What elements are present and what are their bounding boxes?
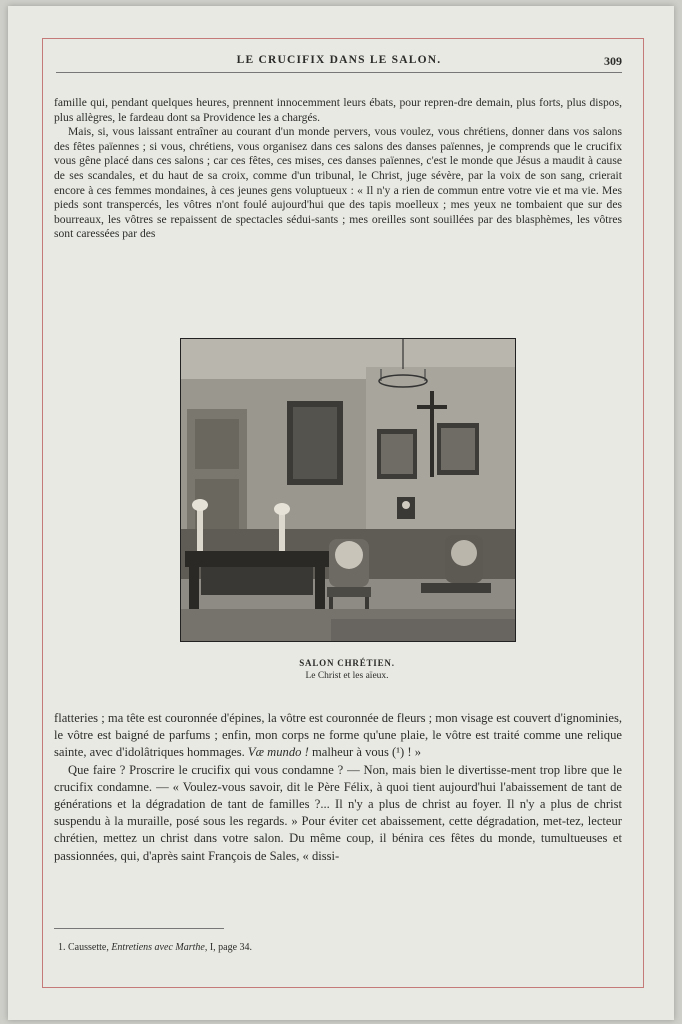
paragraph [54, 710, 622, 762]
latin-phrase: Væ mundo ! [247, 745, 309, 760]
bottom-text-block [54, 710, 622, 865]
footnote-number: 1. [58, 942, 66, 953]
running-header [56, 54, 622, 73]
running-title: LE CRUCIFIX DANS LE SALON. [236, 54, 442, 66]
paragraph: famille qui, pendant quelques heures, prennent innocemment leurs ébats, pour repren-dre demain, plus forts, plus dispos, plus allègres, le fardeau dont sa Providence les a chargés. [54, 96, 622, 124]
paragraph: Mais, si, vous laissant entraîner au courant d'un monde pervers, vous voulez, vous chrétiens, donner dans vos salons des fêtes païennes ; si vous, chrétiens, vous organisez dans ces salons des danses païennes, je comprends que le crucifix vous gêne placé dans ces salons ; car ces fêtes, ces mises, ces danses païennes, c'est le monde que Jésus a maudit à cause de ses scandales, et du haut de sa croix, comme d'un tribunal, le Christ, juge sévère, par la voix de son sang, crierait encore à ces femmes mondaines, à ces jeunes gens voluptueux : « Il n'y a rien de commun entre votre vie et ma vie. Mes pieds sont transpercés, les vôtres n'ont foulé aujourd'hui que des tapis moelleux ; mes yeux ne tombaient que sur des bourreaux, les vôtres se repaissent de spectacles sédui-sants ; mes oreilles sont souillées par des blasphèmes, les vôtres sont caressées par des [54, 125, 622, 241]
footnote [58, 942, 252, 953]
page-number: 309 [604, 54, 622, 68]
salon-photograph [180, 338, 516, 642]
footnote-divider [54, 928, 224, 929]
footnote-author: Caussette, [65, 942, 112, 953]
top-text-block [54, 96, 622, 242]
figure-caption-title: SALON CHRÉTIEN. [299, 658, 395, 668]
footnote-work-title: Entretiens avec Marthe [111, 942, 205, 953]
salon-photo-illustration [181, 339, 515, 641]
figure-caption-subtitle: Le Christ et les aïeux. [305, 671, 389, 681]
footnote-reference: , I, page 34. [204, 942, 253, 953]
paragraph: Que faire ? Proscrire le crucifix qui vous condamne ? — Non, mais bien le divertisse-ment trop libre que le crucifix condamne. — « Voulez-vous savoir, dit le Père Félix, à quoi tient aujourd'hui l'abaissement de tant de générations et la dégradation de tant de familles ?... Il n'y a plus de christ au foyer. Il n'y a plus de christ suspendu à la muraille, posé sous les regards. » Pour éviter cet abaissement, cette dégradation, met-tez, lecteur chrétien, mettez un christ dans votre salon. Du même coup, il bénira ces fêtes du monde, tumultueuses et passionnées, qui, d'après saint François de Sales, « dissi- [54, 762, 622, 863]
paragraph-text: flatteries ; ma tête est couronnée d'épines, la vôtre est couronnée de fleurs ; mon visage est couvert d'ignominies, le vôtre est baigné de parfums ; enfin, mon corps ne forme qu'une plaie, le vôtre est traité comme une relique sainte, avec d'idolâtriques hommages. [54, 711, 622, 760]
paragraph-text: malheur à vous (¹) ! » [308, 745, 421, 760]
